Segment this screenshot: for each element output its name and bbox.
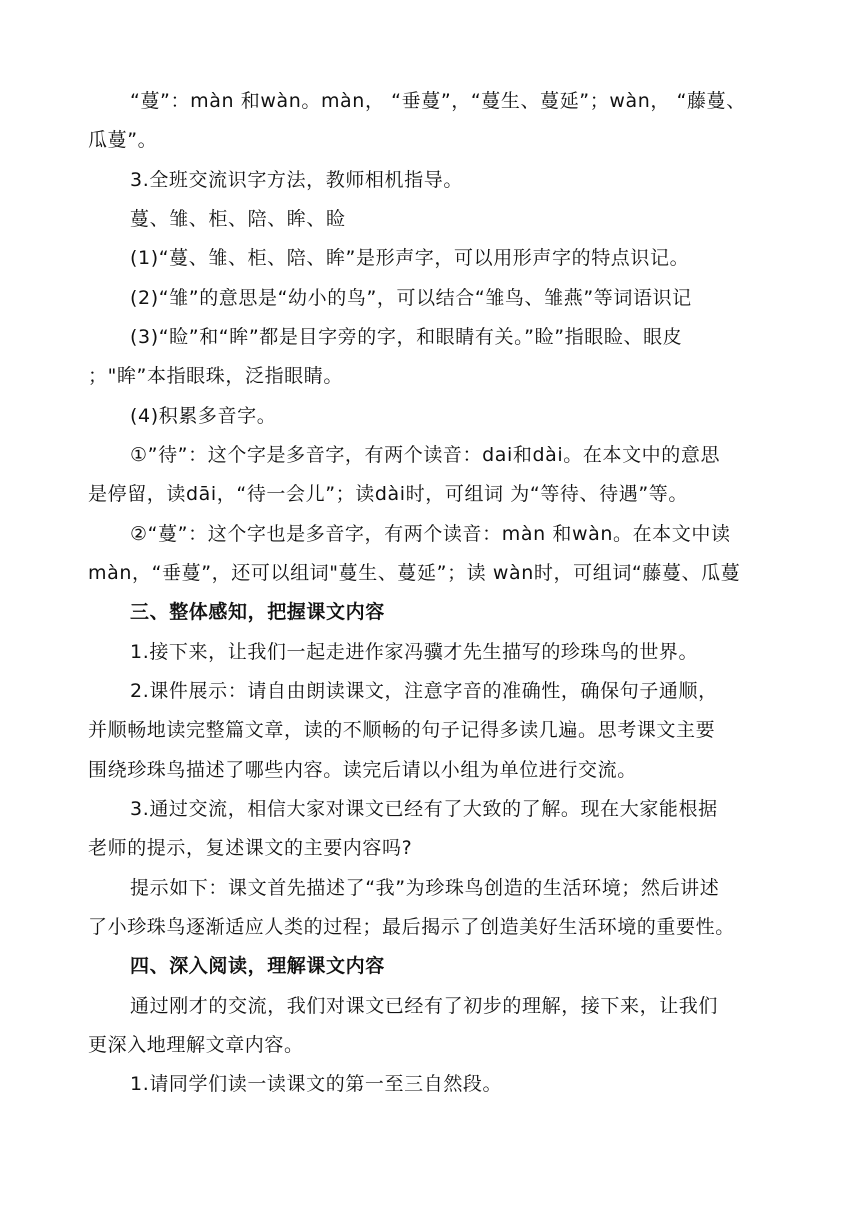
text-line: 3.通过交流，相信大家对课文已经有了大致的了解。现在大家能根据 <box>130 798 718 820</box>
text-line: 老师的提示，复述课文的主要内容吗? <box>88 837 413 859</box>
text-line: ①”待”：这个字是多音字，有两个读音：dai和dài。在本文中的意思 <box>130 444 721 466</box>
text-line: 蔓、雏、柜、陪、眸、睑 <box>130 208 346 230</box>
text-line: 瓜蔓”。 <box>88 129 158 151</box>
text-line: màn，“垂蔓”，还可以组词"蔓生、蔓延”；读 wàn时，可组词“藤蔓、瓜蔓 <box>88 562 741 584</box>
text-line: (4)积累多音字。 <box>130 405 277 427</box>
text-line: 1.请同学们读一读课文的第一至三自然段。 <box>130 1073 503 1095</box>
text-line: (3)“睑”和“眸”都是目字旁的字，和眼睛有关。”睑”指眼睑、眼皮 <box>130 326 683 348</box>
text-line: 了小珍珠鸟逐渐适应人类的过程；最后揭示了创造美好生活环境的重要性。 <box>88 916 735 938</box>
text-line: (2)“雏”的意思是“幼小的鸟”，可以结合“雏鸟、雏燕”等词语识记 <box>130 287 692 309</box>
text-line: 并顺畅地读完整篇文章，读的不顺畅的句子记得多读几遍。思考课文主要 <box>88 719 716 741</box>
text-line: 2.课件展示：请自由朗读课文，注意字音的准确性，确保句子通顺， <box>130 680 718 702</box>
text-line: 通过刚才的交流，我们对课文已经有了初步的理解，接下来，让我们 <box>130 995 719 1017</box>
text-line: 是停留，读dāi，“待一会儿”；读dài时，可组词 为“等待、待遇”等。 <box>88 483 688 505</box>
section-heading: 四、深入阅读，理解课文内容 <box>130 955 385 977</box>
section-heading: 三、整体感知，把握课文内容 <box>130 601 385 623</box>
text-line: 更深入地理解文章内容。 <box>88 1034 304 1056</box>
text-line: “蔓”：màn 和wàn。màn， “垂蔓”，“蔓生、蔓延”；wàn， “藤蔓、 <box>130 90 746 112</box>
text-line: 围绕珍珠鸟描述了哪些内容。读完后请以小组为单位进行交流。 <box>88 759 637 781</box>
text-line: ；"眸”本指眼珠，泛指眼睛。 <box>88 365 343 387</box>
text-line: (1)“蔓、雏、柜、陪、眸”是形声字，可以用形声字的特点识记。 <box>130 247 690 269</box>
text-line: 提示如下：课文首先描述了“我”为珍珠鸟创造的生活环境；然后讲述 <box>130 877 720 899</box>
text-line: 1.接下来，让我们一起走进作家冯骥才先生描写的珍珠鸟的世界。 <box>130 641 699 663</box>
text-line: 3.全班交流识字方法，教师相机指导。 <box>130 169 463 191</box>
text-line: ②“蔓”：这个字也是多音字，有两个读音：màn 和wàn。在本文中读 <box>130 523 731 545</box>
